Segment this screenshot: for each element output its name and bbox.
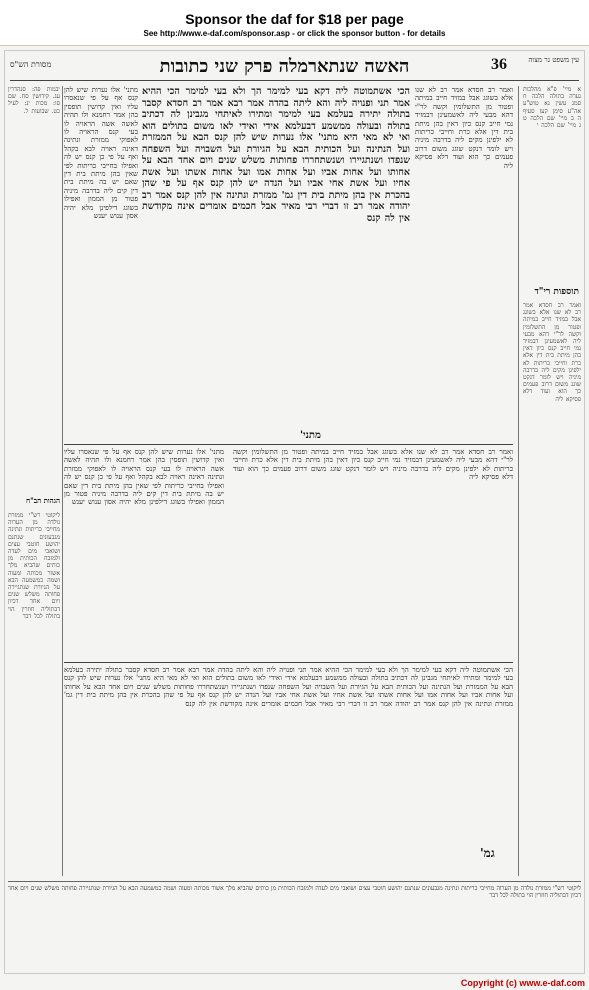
tosafot-rid-column: ואמר רב חסדא אמר רב לא שנו אלא בשוגג אבל במזיד חייב במיתה ופטור מן התשלומין וקשה לר"י דהא מבעי ליה לאשמעינן דבמזיד נמי חייב קנס כיון דאין בהן מיתת בית דין אלא כרת וחייבי כריתות לא ילפינן מקים ליה בדרבה מיניה ויש לומר דנקט שוגג משום דרוב פעמים כך הוא ועוד דלא פסיקא ליה bbox=[523, 302, 581, 403]
page-header bbox=[10, 56, 579, 80]
rashi-lower-left: מתני' אלו נערות שיש להן קנס אף על פי שנאסרו עליו ואין קדושין תופסין בהן אמר רחמנא ולו תהיה לאשה אשה הראויה לו בעי קנס הראויה לו לאפוקי ממזרת ונתינה דאינה ראויה לבא בקהל ואף על פי כן קנס יש לה ואפילו בחייבי כריתות לפי שאין בהן מיתת בית דין שאם יש בה מיתת בית דין קים ליה בדרבה מיניה פטור מן הממון ואפילו בשוגג דילפינן מלא יהיה אסון ענוש יענש bbox=[64, 448, 224, 507]
tosafot-column: ואמר רב חסדא אמר רב לא שנו אלא בשוגג אבל במזיד חייב במיתה ופטור מן התשלומין וקשה לר"י דהא מבעי ליה לאשמעינן דבמזיד נמי חייב קנס כיון דאין בהן מיתת בית דין אלא כרת וחייבי כריתות לא ילפינן מקים ליה בדרבה מיניה ויש לומר דנקט שוגג משום דרוב פעמים כך הוא ועוד דלא פסיקא ליה bbox=[415, 86, 513, 170]
hagahot-column: ליקוטי רש"י ממזרת נולדה מן הערוה מחייבי כריתות ונתינה מגבעונים שנתנם יהושע חוטבי עצים ושואבי מים לעדה ולמזבח הכותית מן כותים שהביא מלך אשור מכותה ומעוה ושמה כמשמעה הבא על הגיורת שנתגיירה פחותה משלש שנים ויום אחד דכיון דבתוליה חוזרין הוי בתולה לכל דבר bbox=[8, 512, 60, 620]
left-margin-divider bbox=[62, 86, 63, 876]
masoret-hashas-column: יבמות פה: סנהדרין עג. קידושין סח. שם סו: מכות יג: לעיל כט. שבועות ל. bbox=[8, 86, 60, 115]
talmud-page-image bbox=[0, 46, 589, 990]
masoret-heading: מסורת הש"ס bbox=[10, 60, 52, 69]
likutei-rashi-footer: ליקוטי רש"י ממזרת נולדה מן הערוה מחייבי כריתות ונתינה מגבעונים שנתנם יהושע חוטבי עצים ושואבי מים לעדה ולמזבח הכותית מן כותים שהביא מלך אשור מכותה ומעוה ושמה כמשמעה הבא על הגיורת שנתגיירה פחותה משלש שנים ויום אחד דכיון דבתוליה חוזרין הוי בתולה לכל דבר bbox=[8, 881, 581, 975]
sponsor-details-text: See http://www.e-daf.com/sponsor.asp - or click the sponsor button - for details bbox=[143, 29, 446, 38]
hagahot-habach-heading: הגהות הב"ח bbox=[25, 496, 60, 505]
lower-divider bbox=[64, 662, 513, 663]
header-divider bbox=[10, 80, 579, 81]
chapter-heading: האשה שנתארמלה פרק שני כתובות bbox=[159, 56, 410, 77]
page-number: 36 bbox=[491, 56, 507, 73]
tosafot-lower-right: ואמר רב חסדא אמר רב לא שנו אלא בשוגג אבל במזיד חייב במיתה ופטור מן התשלומין וקשה לר"י דהא מבעי ליה לאשמעינן דבמזיד נמי חייב קנס כיון דאין בהן מיתת בית דין אלא כרת וחייבי כריתות לא ילפינן מקים ליה בדרבה מיניה ויש לומר דנקט שוגג משום דרוב פעמים כך הוא ועוד דלא פסיקא ליה bbox=[233, 448, 513, 482]
mishnah-marker: מתני' bbox=[300, 430, 321, 441]
gemara-marker: גמ' bbox=[480, 846, 495, 860]
sponsor-link[interactable]: Sponsor the daf for $18 per page bbox=[185, 11, 404, 27]
commentary-divider bbox=[64, 444, 513, 445]
ein-mishpat-heading: עין משפט נר מצוה bbox=[528, 56, 579, 64]
copyright-link[interactable]: Copyright (c) www.e-daf.com bbox=[460, 978, 585, 988]
rashi-column: מתני' אלו נערות שיש להן קנס אף על פי שנאסרו עליו ואין קדושין תופסין בהן אמר רחמנא ולו תהיה לאשה אשה הראויה לו בעי קנס הראויה לו לאפוקי ממזרת ונתינה דאינה ראויה לבא בקהל ואף על פי כן קנס יש לה ואפילו בחייבי כריתות לפי שאין בהן מיתת בית דין שאם יש בה מיתת בית דין קים ליה בדרבה מיניה פטור מן הממון ואפילו בשוגג דילפינן מלא יהיה אסון ענוש יענש bbox=[64, 86, 138, 221]
tosafot-rid-heading: תוספות רי"ד bbox=[534, 287, 579, 297]
ein-mishpat-column: א מיי' פ"א מהלכות נערה בתולה הלכה ח סמג עשין נא טוש"ע אה"ע סימן קעז סעיף ה ב מיי' שם הלכה ט ג מיי' שם הלכה י bbox=[523, 86, 581, 130]
sponsor-banner[interactable] bbox=[0, 0, 589, 46]
rashi-bottom-block: הכי אשתמוטה ליה דקא בעי למימר הך ולא בעי למימר הכי ההיא אמר תני ופנויה ליה והא ליתה בהדה אמר רבא אמר רב חסדא קסבר בתולה יתירה בעלמא בעי למימר ומתירו לאיתחי מגבינן לה דכתיב בתולה ובעולה ממשמע דבעלמא אידי ואידי לאו משום בתולים הוא ואי לא מאי היא מתני' אלו נערות שיש להן קנס הבא על הממזרת ועל הנתינה ועל הכותית הבא על הגיורת ועל השבויה ועל השפחה שנפדו ושנתגיירו ושנשתחררו פחותות משלש שנים ויום אחד הבא על אחותו ועל אחות אביו ועל אחות אמו ועל אחות אשתו ועל אשת אחיו ועל אשת אחי אביו ועל הנדה יש להן קנס אף על פי שהן בהכרת אין בהן מיתת בית דין גמ' ממזרת ונתינה אין להן קנס אמר רב יהודה אמר רב זו דברי רבי מאיר אבל חכמים אומרים אינה מקודשת אין לה קנס bbox=[64, 666, 513, 708]
right-margin-divider bbox=[518, 86, 519, 876]
gemara-main-text: הכי אשתמוטה ליה דקא בעי למימר הך ולא בעי למימר הכי ההיא אמר תני ופנויה ליה והא ליתה בהדה אמר רבא אמר רב חסדא קסבר בתולה יתירה בעלמא בעי למימר ומתירו לאיתחי מגבינן לה דכתיב בתולה ובעולה ממשמע דבעלמא אידי ואידי לאו משום בתולים הוא ואי לא מאי היא מתני' אלו נערות שיש להן קנס הבא על הממזרת ועל הנתינה ועל הכותית הבא על הגיורת ועל השבויה ועל השפחה שנפדו ושנתגיירו ושנשתחררו פחותות משלש שנים ויום אחד הבא על אחותו ועל אחות אביו ועל אחות אמו ועל אחות אשתו ועל אשת אחיו ועל אשת אחי אביו ועל הנדה יש להן קנס אף על פי שהן בהכרת אין בהן מיתת בית דין גמ' ממזרת ונתינה אין להן קנס אמר רב יהודה אמר רב זו דברי רבי מאיר אבל חכמים אומרים אינה מקודשת אין לה קנס bbox=[142, 86, 410, 224]
